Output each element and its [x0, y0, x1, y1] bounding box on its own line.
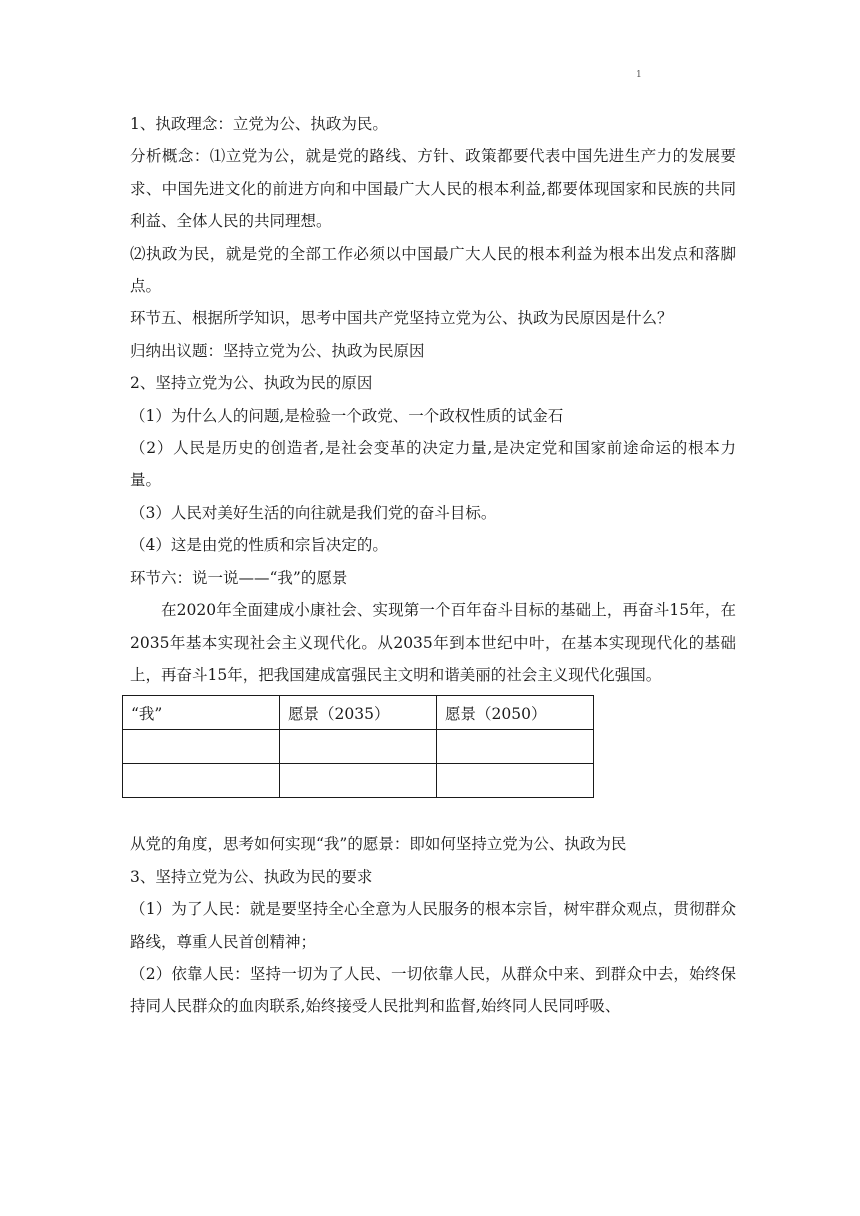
- topic-summary: 归纳出议题：坚持立党为公、执政为民原因: [130, 341, 425, 360]
- vision-table: [122, 695, 594, 798]
- table-row: [123, 764, 594, 798]
- vision-paragraph: 在2020年全面建成小康社会、实现第一个百年奋斗目标的基础上，再奋斗15年，在2035年基本实现社会主义现代化。从2035年到本世纪中叶，在基本实现现代化的基础上，再奋斗15年，把我国建成富强民主文明和谐美丽的社会主义现代化强国。: [130, 601, 736, 684]
- table-header-cell: 愿景（2035）: [280, 696, 437, 730]
- paragraph-analysis-1: 分析概念：⑴立党为公，就是党的路线、方针、政策都要代表中国先进生产力的发展要求、中国先进文化的前进方向和中国最广大人民的根本利益,都要体现国家和民族的共同利益、全体人民的共同理想。: [130, 147, 736, 231]
- paragraph-analysis-2: ⑵执政为民，就是党的全部工作必须以中国最广大人民的根本利益为根本出发点和落脚点。: [130, 244, 736, 296]
- section-5-question: 环节五、根据所学知识，思考中国共产党坚持立党为公、执政为民原因是什么？: [130, 309, 673, 328]
- table-cell: [123, 764, 280, 798]
- reason-4: （4）这是由党的性质和宗旨决定的。: [130, 536, 388, 555]
- table-header-row: [123, 696, 594, 730]
- spacer: [130, 798, 736, 828]
- heading-2: 2、坚持立党为公、执政为民的原因: [130, 374, 373, 393]
- reason-1: （1）为什么人的问题,是检验一个政党、一个政权性质的试金石: [130, 406, 564, 425]
- table-cell: [123, 730, 280, 764]
- section-6-heading: 环节六：说一说——“我”的愿景: [130, 568, 348, 587]
- reason-2: （2）人民是历史的创造者,是社会变革的决定力量,是决定党和国家前途命运的根本力量。: [130, 439, 736, 490]
- table-row: [123, 730, 594, 764]
- heading-3: 3、坚持立党为公、执政为民的要求: [130, 867, 373, 886]
- reason-3: （3）人民对美好生活的向往就是我们党的奋斗目标。: [130, 503, 497, 522]
- requirement-1: （1）为了人民：就是要坚持全心全意为人民服务的根本宗旨，树牢群众观点，贯彻群众路线，尊重人民首创精神；: [130, 900, 736, 951]
- document-body: [130, 108, 736, 1023]
- table-header-cell: “我”: [123, 696, 280, 730]
- page-mark: 1: [636, 70, 642, 80]
- heading-1: 1、执政理念：立党为公、执政为民。: [130, 115, 388, 133]
- table-cell: [280, 764, 437, 798]
- table-header-cell: 愿景（2050）: [437, 696, 594, 730]
- requirement-2: （2）依靠人民：坚持一切为了人民、一切依靠人民，从群众中来、到群众中去，始终保持同人民群众的血肉联系,始终接受人民批判和监督,始终同人民同呼吸、: [130, 964, 736, 1016]
- table-cell: [437, 730, 594, 764]
- party-perspective-question: 从党的角度，思考如何实现“我”的愿景：即如何坚持立党为公、执政为民: [130, 835, 627, 854]
- table-cell: [437, 764, 594, 798]
- table-cell: [280, 730, 437, 764]
